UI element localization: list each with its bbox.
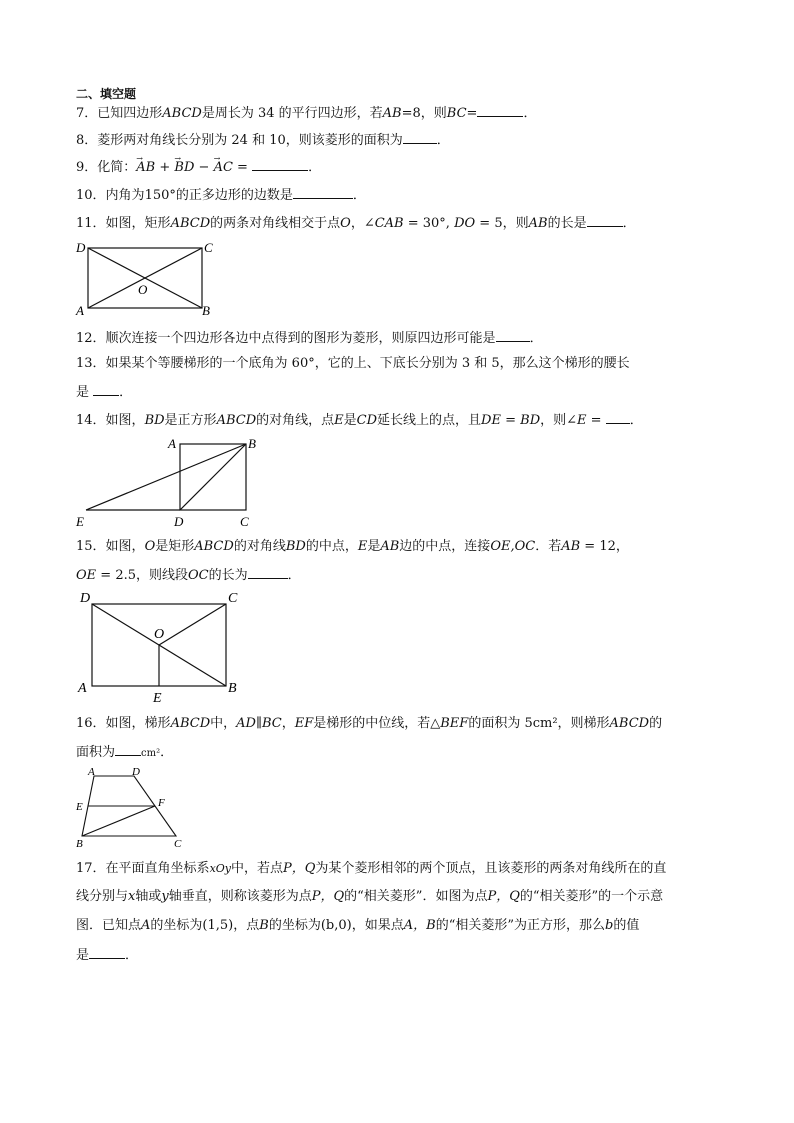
label-b: B bbox=[76, 838, 83, 850]
answer-blank[interactable] bbox=[496, 329, 530, 342]
answer-blank[interactable] bbox=[115, 743, 141, 756]
answer-blank[interactable] bbox=[403, 131, 437, 144]
label-b: B bbox=[202, 303, 210, 318]
label-f: F bbox=[158, 797, 165, 809]
answer-blank[interactable] bbox=[293, 186, 353, 199]
question-13-continued: 是 ． bbox=[76, 385, 133, 400]
label-d: D bbox=[132, 766, 140, 778]
label-o: O bbox=[154, 627, 165, 642]
label-d: D bbox=[80, 591, 91, 606]
diagonal-bd bbox=[180, 444, 246, 510]
question-17: 17．在平面直角坐标系xOy中，若点P，Q为某个菱形相邻的两个顶点，且该菱形的两条对角线所在的直 bbox=[76, 861, 667, 876]
question-16: 16．如图，梯形ABCD中，AD∥BC，EF是梯形的中位线，若△BEF的面积为 5cm²，则梯形ABCD的 bbox=[76, 716, 663, 731]
label-d: D bbox=[76, 240, 86, 255]
question-7: 7．已知四边形ABCD是周长为 34 的平行四边形，若AB=8，则BC= ． bbox=[76, 106, 537, 121]
question-11: 11．如图，矩形ABCD的两条对角线相交于点O，∠CAB = 30°, DO = 5，则AB的长是 ． bbox=[76, 216, 636, 231]
question-10: 10．内角为150°的正多边形的边数是 ． bbox=[76, 188, 366, 203]
label-c: C bbox=[228, 591, 238, 606]
label-a: A bbox=[78, 681, 87, 696]
label-e: E bbox=[76, 801, 83, 813]
label-c: C bbox=[204, 240, 213, 255]
label-c: C bbox=[174, 838, 182, 850]
question-8: 8．菱形两对角线长分别为 24 和 10，则该菱形的面积为 ． bbox=[76, 133, 450, 148]
figure-11-rectangle bbox=[70, 238, 230, 318]
question-17-line-2: 线分别与x轴或y轴垂直，则称该菱形为点P，Q的“相关菱形”．如图为点P，Q的“相关菱形”的一个示意 bbox=[76, 889, 664, 904]
segment-bf bbox=[82, 806, 155, 836]
figure-15-rectangle bbox=[74, 588, 254, 706]
question-14: 14．如图，BD是正方形ABCD的对角线，点E是CD延长线上的点，且DE = BD，则∠E = ． bbox=[76, 413, 643, 428]
label-a: A bbox=[88, 766, 95, 778]
answer-blank[interactable] bbox=[606, 411, 630, 424]
question-17-line-3: 图．已知点A的坐标为(1,5)，点B的坐标为(b,0)，如果点A，B的“相关菱形”为正方形，那么b的值 bbox=[76, 918, 640, 933]
answer-blank[interactable] bbox=[248, 566, 288, 579]
question-17-line-4: 是 ． bbox=[76, 948, 139, 963]
figure-16-trapezoid bbox=[74, 766, 194, 850]
answer-blank[interactable] bbox=[477, 104, 523, 117]
answer-blank[interactable] bbox=[89, 946, 125, 959]
label-e: E bbox=[76, 514, 84, 529]
label-e: E bbox=[153, 691, 162, 706]
question-9: 9．化简：→ AB + → BD − → AC = ． bbox=[76, 158, 321, 176]
vector-ac: → AC bbox=[214, 160, 233, 176]
answer-blank[interactable] bbox=[587, 214, 623, 227]
figure-14-square bbox=[74, 434, 274, 530]
label-b: B bbox=[248, 436, 256, 451]
question-12: 12．顺次连接一个四边形各边中点得到的图形为菱形，则原四边形可能是 ． bbox=[76, 331, 543, 346]
question-13: 13．如果某个等腰梯形的一个底角为 60°，它的上、下底长分别为 3 和 5，那么这个梯形的腰长 bbox=[76, 356, 630, 371]
vector-bd: → BD bbox=[174, 160, 194, 176]
segment-oc bbox=[159, 604, 226, 645]
question-16-continued: 面积为 cm²． bbox=[76, 745, 174, 760]
segment-eb bbox=[86, 444, 246, 510]
label-b: B bbox=[228, 681, 237, 696]
label-a: A bbox=[168, 436, 176, 451]
answer-blank[interactable] bbox=[93, 383, 119, 396]
label-d: D bbox=[174, 514, 184, 529]
vector-ab: → AB bbox=[136, 160, 155, 176]
question-15-continued: OE = 2.5，则线段OC的长为 ． bbox=[76, 568, 301, 583]
label-o: O bbox=[138, 282, 148, 297]
section-title: 二、填空题 bbox=[76, 87, 137, 101]
label-a: A bbox=[76, 303, 84, 318]
question-15: 15．如图，O是矩形ABCD的对角线BD的中点，E是AB边的中点，连接OE,OC．若AB = 12， bbox=[76, 539, 629, 554]
answer-blank[interactable] bbox=[252, 158, 308, 171]
label-c: C bbox=[240, 514, 249, 529]
